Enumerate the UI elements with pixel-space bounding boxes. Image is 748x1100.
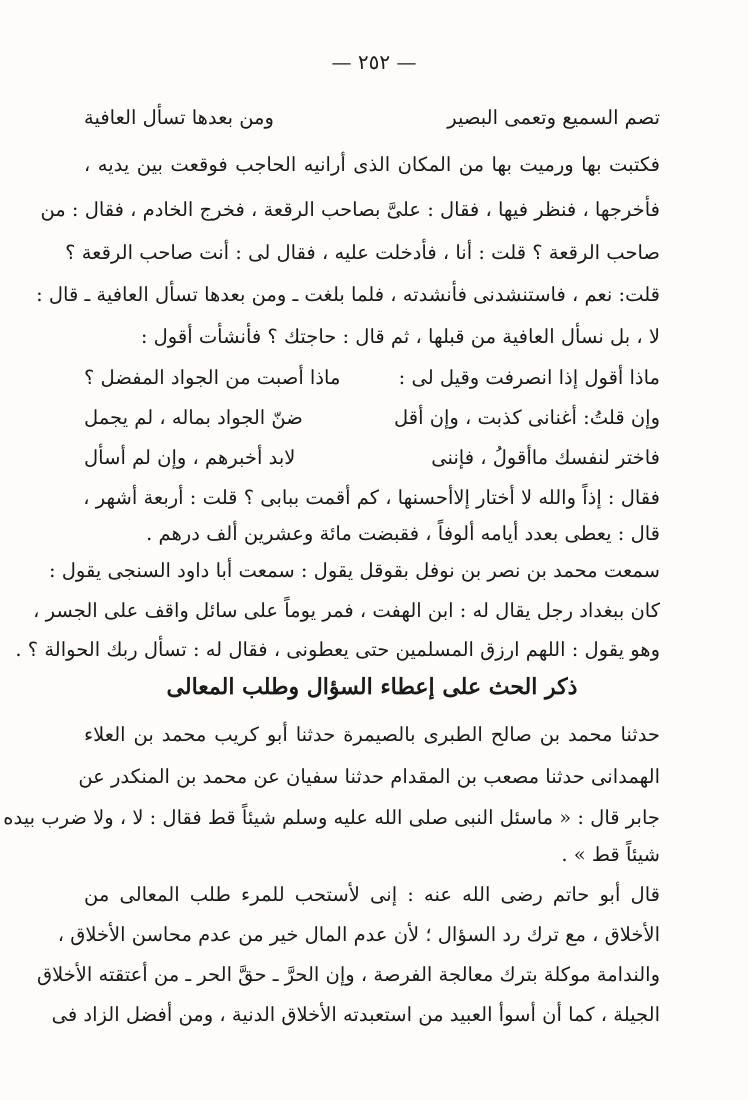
verse-line	[84, 363, 660, 395]
text-line: كان ببغداد رجل يقال له : ابن الهفت ، فمر يوماً على سائل واقف على الجسر ،	[33, 599, 660, 622]
verse-hemistich-second: ماذا أصبت من الجواد المفضل ؟	[84, 366, 341, 389]
text-line: فقال : إذاً والله لا أختار إلاأحسنها ، كم أقمت ببابى ؟ قلت : أربعة أشهر ،	[83, 486, 660, 509]
text-line: سمعت محمد بن نصر بن نوفل بقوقل يقول : سمعت أبا داود السنجى يقول :	[48, 559, 660, 582]
verse-hemistich-first: ماذا أقول إذا انصرفت وقيل لى :	[398, 366, 660, 389]
verse-hemistich-second: لابد أخبرهم ، وإن لم أسأل	[84, 446, 296, 469]
verse-hemistich-second: ومن بعدها تسأل العافية	[84, 106, 274, 129]
text-line: قال أبو حاتم رضى الله عنه : إنى لأستحب للمرء طلب المعالى من	[84, 883, 660, 906]
verse-line	[84, 403, 660, 435]
verse-hemistich-second: ضنّ الجواد بماله ، لم يجمل	[84, 406, 303, 429]
verse-hemistich-first: وإن قلتُ: أغنانى كذبت ، وإن أقل	[393, 406, 660, 429]
text-line: حدثنا محمد بن صالح الطبرى بالصيمرة حدثنا أبو كريب محمد بن العلاء	[84, 723, 660, 746]
text-line: والندامة موكلة بترك معالجة الفرصة ، وإن الحرَّ ـ حقَّ الحر ـ من أعتقته الأخلاق	[36, 963, 660, 986]
verse-line	[84, 103, 660, 135]
text-line: الهمدانى حدثنا مصعب بن المقدام حدثنا سفيان عن محمد بن المنكدر عن	[78, 765, 660, 788]
text-line: قال : يعطى بعدد أيامه ألوفاً ، فقبضت مائة وعشرين ألف درهم .	[146, 522, 660, 545]
verse-line	[84, 443, 660, 475]
text-line: فكتبت بها ورميت بها من المكان الذى أرانيه الحاجب فوقعت بين يديه ،	[84, 153, 660, 176]
section-heading: ذكر الحث على إعطاء السؤال وطلب المعالى	[166, 674, 578, 700]
text-line: الجيلة ، كما أن أسوأ العبيد من استعبدته الأخلاق الدنية ، ومن أفضل الزاد فى	[51, 1003, 660, 1026]
text-line: لا ، بل نسأل العافية من قبلها ، ثم قال : حاجتك ؟ فأنشأت أقول :	[140, 325, 660, 348]
text-line: صاحب الرقعة ؟ قلت : أنا ، فأدخلت عليه ، فقال لى : أنت صاحب الرقعة ؟	[65, 241, 660, 264]
text-line: شيئاً قط » .	[561, 843, 660, 866]
page-number: — ٢٥٢ —	[331, 50, 417, 74]
text-line: جابر قال : « ماسئل النبى صلى الله عليه وسلم شيئاً قط فقال : لا ، ولا ضرب بيده	[3, 806, 660, 829]
text-line: الأخلاق ، مع ترك رد السؤال ؛ لأن عدم المال خير من عدم محاسن الأخلاق ،	[57, 923, 660, 946]
text-line: وهو يقول : اللهم ارزق المسلمين حتى يعطونى ، فقال له : تسأل ربك الحوالة ؟ .	[15, 638, 660, 661]
text-line: فأخرجها ، فنظر فيها ، فقال : علىَّ بصاحب الرقعة ، فخرج الخادم ، فقال : من	[40, 198, 660, 221]
text-line: قلت: نعم ، فاستنشدنى فأنشدته ، فلما بلغت ـ ومن بعدها تسأل العافية ـ قال :	[36, 283, 660, 306]
verse-hemistich-first: تصم السميع وتعمى البصير	[447, 106, 660, 129]
verse-hemistich-first: فاختر لنفسك ماأقولُ ، فإننى	[431, 446, 660, 469]
